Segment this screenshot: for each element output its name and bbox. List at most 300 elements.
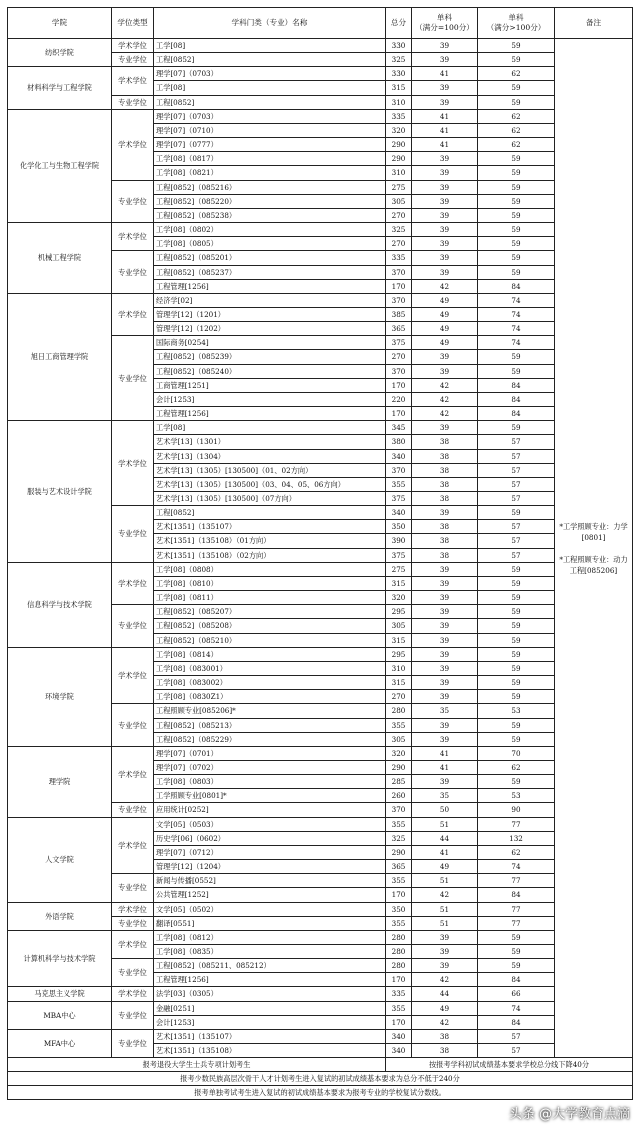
subject-name: 应用统计[0252] xyxy=(154,803,386,817)
college-name: 旭日工商管理学院 xyxy=(8,293,112,420)
subject-name: 工程[0852]（085216） xyxy=(154,180,386,194)
degree-type: 学术学位 xyxy=(112,293,154,335)
college-name: 材料科学与工程学院 xyxy=(8,67,112,109)
total-score: 315 xyxy=(386,81,412,95)
table-row xyxy=(8,930,633,944)
single-score-100: 41 xyxy=(412,109,478,123)
subject-name: 工程[0852] xyxy=(154,95,386,109)
total-score: 340 xyxy=(386,1029,412,1043)
table-row xyxy=(8,746,633,760)
total-score: 290 xyxy=(386,760,412,774)
single-score-100: 49 xyxy=(412,336,478,350)
single-score-100: 42 xyxy=(412,1015,478,1029)
single-score-over-100: 84 xyxy=(478,378,555,392)
degree-type: 专业学位 xyxy=(112,704,154,746)
subject-name: 工学[08]（0811） xyxy=(154,591,386,605)
total-score: 335 xyxy=(386,987,412,1001)
total-score: 365 xyxy=(386,860,412,874)
single-score-100: 35 xyxy=(412,789,478,803)
degree-type: 学术学位 xyxy=(112,746,154,803)
single-score-over-100: 59 xyxy=(478,251,555,265)
single-score-over-100: 59 xyxy=(478,775,555,789)
single-score-100: 39 xyxy=(412,930,478,944)
subject-name: 理学[07]（0703） xyxy=(154,67,386,81)
college-name: 马克思主义学院 xyxy=(8,987,112,1001)
subject-name: 工程管理[1256] xyxy=(154,279,386,293)
subject-name: 工程[0852]（085201） xyxy=(154,251,386,265)
subject-name: 工学照顾专业[0801]* xyxy=(154,789,386,803)
subject-name: 艺术[1351]（135108）（01方向） xyxy=(154,534,386,548)
subject-name: 工学[08]（0808） xyxy=(154,562,386,576)
table-row xyxy=(8,39,633,53)
college-name: 化学化工与生物工程学院 xyxy=(8,109,112,222)
subject-name: 工程[0852]（085220） xyxy=(154,194,386,208)
total-score: 330 xyxy=(386,39,412,53)
degree-type: 学术学位 xyxy=(112,902,154,916)
header-row xyxy=(8,8,633,39)
single-score-over-100: 59 xyxy=(478,945,555,959)
total-score: 370 xyxy=(386,293,412,307)
total-score: 355 xyxy=(386,916,412,930)
single-score-100: 39 xyxy=(412,194,478,208)
single-score-over-100: 62 xyxy=(478,138,555,152)
header-subject: 学科门类（专业）名称 xyxy=(154,8,386,39)
table-row xyxy=(8,421,633,435)
single-score-100: 39 xyxy=(412,364,478,378)
footer-row-soldier xyxy=(8,1058,633,1072)
subject-name: 艺术学[13]（1304） xyxy=(154,449,386,463)
total-score: 320 xyxy=(386,123,412,137)
single-score-100: 39 xyxy=(412,350,478,364)
total-score: 170 xyxy=(386,973,412,987)
single-score-100: 49 xyxy=(412,307,478,321)
single-score-over-100: 62 xyxy=(478,67,555,81)
subject-name: 工程照顾专业[085206]* xyxy=(154,704,386,718)
single-score-over-100: 70 xyxy=(478,746,555,760)
total-score: 270 xyxy=(386,690,412,704)
single-score-over-100: 59 xyxy=(478,676,555,690)
single-score-100: 39 xyxy=(412,95,478,109)
total-score: 370 xyxy=(386,364,412,378)
degree-type: 专业学位 xyxy=(112,251,154,293)
single-score-100: 39 xyxy=(412,237,478,251)
subject-name: 理学[07]（0702） xyxy=(154,760,386,774)
single-score-over-100: 59 xyxy=(478,237,555,251)
degree-type: 学术学位 xyxy=(112,67,154,95)
single-score-100: 41 xyxy=(412,123,478,137)
single-score-over-100: 84 xyxy=(478,973,555,987)
header-single-100: 单科 （满分=100分） xyxy=(412,8,478,39)
single-score-100: 39 xyxy=(412,39,478,53)
college-name: 机械工程学院 xyxy=(8,223,112,294)
college-name: 纺织学院 xyxy=(8,39,112,67)
degree-type: 专业学位 xyxy=(112,336,154,421)
single-score-100: 51 xyxy=(412,817,478,831)
subject-name: 翻译[0551] xyxy=(154,916,386,930)
single-score-100: 39 xyxy=(412,619,478,633)
total-score: 315 xyxy=(386,576,412,590)
subject-name: 管理学[12]（1202） xyxy=(154,322,386,336)
degree-type: 学术学位 xyxy=(112,562,154,604)
total-score: 280 xyxy=(386,930,412,944)
subject-name: 管理学[12]（1204） xyxy=(154,860,386,874)
single-score-over-100: 77 xyxy=(478,874,555,888)
single-score-100: 38 xyxy=(412,463,478,477)
single-score-100: 49 xyxy=(412,293,478,307)
total-score: 170 xyxy=(386,279,412,293)
single-score-over-100: 57 xyxy=(478,449,555,463)
single-score-over-100: 62 xyxy=(478,845,555,859)
single-score-100: 39 xyxy=(412,251,478,265)
subject-name: 工商管理[1251] xyxy=(154,378,386,392)
single-score-100: 39 xyxy=(412,576,478,590)
subject-name: 工程[0852]（085240） xyxy=(154,364,386,378)
total-score: 275 xyxy=(386,562,412,576)
degree-type: 专业学位 xyxy=(112,959,154,987)
single-score-100: 35 xyxy=(412,704,478,718)
single-score-over-100: 84 xyxy=(478,888,555,902)
single-score-over-100: 59 xyxy=(478,506,555,520)
single-score-100: 39 xyxy=(412,732,478,746)
single-score-100: 39 xyxy=(412,591,478,605)
watermark-text: 头条 @大学教育点滴 xyxy=(508,1107,630,1122)
single-score-100: 44 xyxy=(412,831,478,845)
single-score-over-100: 59 xyxy=(478,959,555,973)
table-row xyxy=(8,1001,633,1015)
header-single-over-100: 单科 （满分>100分） xyxy=(478,8,555,39)
single-score-over-100: 59 xyxy=(478,633,555,647)
total-score: 295 xyxy=(386,605,412,619)
subject-name: 理学[07]（0777） xyxy=(154,138,386,152)
single-score-100: 44 xyxy=(412,987,478,1001)
single-score-over-100: 59 xyxy=(478,930,555,944)
total-score: 355 xyxy=(386,477,412,491)
table-row xyxy=(8,987,633,1001)
single-score-100: 39 xyxy=(412,718,478,732)
single-score-100: 49 xyxy=(412,860,478,874)
single-score-100: 39 xyxy=(412,775,478,789)
total-score: 385 xyxy=(386,307,412,321)
subject-name: 理学[07]（0701） xyxy=(154,746,386,760)
total-score: 310 xyxy=(386,166,412,180)
single-score-100: 41 xyxy=(412,67,478,81)
single-score-100: 38 xyxy=(412,435,478,449)
single-score-over-100: 59 xyxy=(478,619,555,633)
college-name: 信息科学与技术学院 xyxy=(8,562,112,647)
footer-single-exam: 报考单独考试考生进入复试的初试成绩基本要求为报考专业的学校复试分数线。 xyxy=(8,1086,633,1100)
subject-name: 公共管理[1252] xyxy=(154,888,386,902)
total-score: 370 xyxy=(386,803,412,817)
single-score-over-100: 59 xyxy=(478,718,555,732)
total-score: 340 xyxy=(386,449,412,463)
single-score-100: 39 xyxy=(412,676,478,690)
college-name: 服装与艺术设计学院 xyxy=(8,421,112,563)
subject-name: 艺术[1351]（135108） xyxy=(154,1044,386,1058)
college-name: 外语学院 xyxy=(8,902,112,930)
subject-name: 工程[0852]（085237） xyxy=(154,265,386,279)
college-name: 计算机科学与技术学院 xyxy=(8,930,112,987)
single-score-over-100: 84 xyxy=(478,279,555,293)
single-score-over-100: 57 xyxy=(478,463,555,477)
subject-name: 工学[08]（0802） xyxy=(154,223,386,237)
subject-name: 理学[07]（0712） xyxy=(154,845,386,859)
college-name: 理学院 xyxy=(8,746,112,817)
single-score-100: 39 xyxy=(412,959,478,973)
total-score: 305 xyxy=(386,732,412,746)
single-score-100: 41 xyxy=(412,845,478,859)
footer-row-minority xyxy=(8,1072,633,1086)
single-score-100: 39 xyxy=(412,421,478,435)
total-score: 280 xyxy=(386,945,412,959)
table-row xyxy=(8,647,633,661)
single-score-over-100: 59 xyxy=(478,194,555,208)
total-score: 335 xyxy=(386,251,412,265)
total-score: 335 xyxy=(386,109,412,123)
single-score-over-100: 59 xyxy=(478,53,555,67)
subject-name: 工学[08]（083001） xyxy=(154,661,386,675)
total-score: 220 xyxy=(386,392,412,406)
single-score-100: 38 xyxy=(412,1044,478,1058)
single-score-100: 39 xyxy=(412,53,478,67)
single-score-over-100: 62 xyxy=(478,109,555,123)
subject-name: 工程[0852]（085238） xyxy=(154,208,386,222)
degree-type: 学术学位 xyxy=(112,39,154,53)
single-score-over-100: 53 xyxy=(478,789,555,803)
single-score-over-100: 74 xyxy=(478,336,555,350)
subject-name: 工学[08]（0805） xyxy=(154,237,386,251)
single-score-100: 51 xyxy=(412,902,478,916)
total-score: 370 xyxy=(386,265,412,279)
single-score-100: 41 xyxy=(412,138,478,152)
single-score-over-100: 57 xyxy=(478,1029,555,1043)
single-score-over-100: 59 xyxy=(478,591,555,605)
subject-name: 工程[0852]（085213） xyxy=(154,718,386,732)
degree-type: 学术学位 xyxy=(112,109,154,180)
single-score-over-100: 132 xyxy=(478,831,555,845)
total-score: 350 xyxy=(386,902,412,916)
subject-name: 艺术学[13]（1305）[130500]（03、04、05、06方向） xyxy=(154,477,386,491)
college-name: MBA中心 xyxy=(8,1001,112,1029)
subject-name: 工程[0852]（085239） xyxy=(154,350,386,364)
total-score: 325 xyxy=(386,223,412,237)
total-score: 305 xyxy=(386,619,412,633)
table-footer xyxy=(8,1058,633,1100)
single-score-over-100: 59 xyxy=(478,732,555,746)
subject-name: 新闻与传播[0552] xyxy=(154,874,386,888)
total-score: 310 xyxy=(386,661,412,675)
college-name: 环境学院 xyxy=(8,647,112,746)
single-score-100: 39 xyxy=(412,166,478,180)
total-score: 280 xyxy=(386,959,412,973)
subject-name: 工学[08]（0803） xyxy=(154,775,386,789)
single-score-over-100: 74 xyxy=(478,1001,555,1015)
single-score-100: 38 xyxy=(412,548,478,562)
total-score: 290 xyxy=(386,152,412,166)
total-score: 355 xyxy=(386,817,412,831)
subject-name: 工学[08] xyxy=(154,81,386,95)
single-score-over-100: 59 xyxy=(478,223,555,237)
single-score-over-100: 57 xyxy=(478,477,555,491)
single-score-100: 39 xyxy=(412,633,478,647)
subject-name: 会计[1253] xyxy=(154,392,386,406)
subject-name: 艺术学[13]（1305）[130500]（01、02方向） xyxy=(154,463,386,477)
footer-minority: 报考少数民族高层次骨干人才计划考生进入复试的初试成绩基本要求为总分不低于240分 xyxy=(8,1072,633,1086)
subject-name: 工程[0852]（085229） xyxy=(154,732,386,746)
subject-name: 工学[08]（083002） xyxy=(154,676,386,690)
single-score-over-100: 57 xyxy=(478,1044,555,1058)
single-score-over-100: 59 xyxy=(478,690,555,704)
subject-name: 工学[08] xyxy=(154,421,386,435)
single-score-100: 42 xyxy=(412,888,478,902)
degree-type: 专业学位 xyxy=(112,95,154,109)
single-score-over-100: 59 xyxy=(478,576,555,590)
single-score-over-100: 62 xyxy=(478,760,555,774)
degree-type: 学术学位 xyxy=(112,421,154,506)
subject-name: 工程[0852]（085211、085212） xyxy=(154,959,386,973)
subject-name: 工程管理[1256] xyxy=(154,973,386,987)
single-score-100: 51 xyxy=(412,916,478,930)
single-score-over-100: 59 xyxy=(478,265,555,279)
table-row xyxy=(8,293,633,307)
total-score: 355 xyxy=(386,1001,412,1015)
total-score: 170 xyxy=(386,407,412,421)
table-row xyxy=(8,109,633,123)
degree-type: 专业学位 xyxy=(112,180,154,222)
total-score: 290 xyxy=(386,138,412,152)
subject-name: 艺术[1351]（135107） xyxy=(154,520,386,534)
total-score: 375 xyxy=(386,548,412,562)
footer-soldier-right: 按报考学科初试成绩基本要求学校总分线下降40分 xyxy=(386,1058,633,1072)
footer-row-single-exam xyxy=(8,1086,633,1100)
total-score: 340 xyxy=(386,506,412,520)
single-score-100: 42 xyxy=(412,279,478,293)
total-score: 305 xyxy=(386,194,412,208)
single-score-100: 39 xyxy=(412,81,478,95)
degree-type: 专业学位 xyxy=(112,874,154,902)
single-score-100: 39 xyxy=(412,690,478,704)
subject-name: 工程[0852]（085207） xyxy=(154,605,386,619)
subject-name: 文学[05]（0502） xyxy=(154,902,386,916)
total-score: 325 xyxy=(386,831,412,845)
subject-name: 理学[07]（0703） xyxy=(154,109,386,123)
subject-name: 理学[07]（0710） xyxy=(154,123,386,137)
single-score-100: 38 xyxy=(412,1029,478,1043)
degree-type: 专业学位 xyxy=(112,803,154,817)
total-score: 330 xyxy=(386,67,412,81)
single-score-100: 38 xyxy=(412,449,478,463)
single-score-100: 41 xyxy=(412,760,478,774)
single-score-100: 39 xyxy=(412,265,478,279)
total-score: 270 xyxy=(386,350,412,364)
degree-type: 学术学位 xyxy=(112,817,154,874)
header-degree-type: 学位类型 xyxy=(112,8,154,39)
header-total: 总分 xyxy=(386,8,412,39)
degree-type: 学术学位 xyxy=(112,223,154,251)
single-score-100: 50 xyxy=(412,803,478,817)
single-score-100: 49 xyxy=(412,1001,478,1015)
single-score-100: 39 xyxy=(412,647,478,661)
single-score-over-100: 59 xyxy=(478,152,555,166)
single-score-over-100: 59 xyxy=(478,180,555,194)
remark-note: *工学照顾专业：力学[0801] *工程照顾专业：动力工程[085206] xyxy=(555,39,633,1058)
degree-type: 专业学位 xyxy=(112,53,154,67)
total-score: 280 xyxy=(386,704,412,718)
header-college: 学院 xyxy=(8,8,112,39)
single-score-100: 39 xyxy=(412,661,478,675)
total-score: 285 xyxy=(386,775,412,789)
total-score: 325 xyxy=(386,53,412,67)
total-score: 380 xyxy=(386,435,412,449)
total-score: 170 xyxy=(386,1015,412,1029)
single-score-100: 42 xyxy=(412,378,478,392)
degree-type: 专业学位 xyxy=(112,605,154,647)
single-score-over-100: 53 xyxy=(478,704,555,718)
single-score-over-100: 59 xyxy=(478,421,555,435)
single-score-100: 42 xyxy=(412,407,478,421)
single-score-over-100: 59 xyxy=(478,166,555,180)
subject-name: 工程[0852]（085208） xyxy=(154,619,386,633)
single-score-over-100: 59 xyxy=(478,661,555,675)
subject-name: 工程管理[1256] xyxy=(154,407,386,421)
table-row xyxy=(8,1029,633,1043)
total-score: 320 xyxy=(386,591,412,605)
watermark xyxy=(509,1103,630,1122)
single-score-100: 39 xyxy=(412,223,478,237)
single-score-over-100: 84 xyxy=(478,407,555,421)
single-score-over-100: 59 xyxy=(478,39,555,53)
single-score-100: 38 xyxy=(412,477,478,491)
degree-type: 学术学位 xyxy=(112,647,154,704)
subject-name: 工学[08] xyxy=(154,39,386,53)
single-score-over-100: 59 xyxy=(478,364,555,378)
single-score-over-100: 66 xyxy=(478,987,555,1001)
table-body xyxy=(8,39,633,1058)
single-score-over-100: 57 xyxy=(478,435,555,449)
single-score-over-100: 77 xyxy=(478,916,555,930)
subject-name: 艺术学[13]（1305）[130500]（07方向） xyxy=(154,492,386,506)
college-name: 人文学院 xyxy=(8,817,112,902)
table-row xyxy=(8,902,633,916)
total-score: 355 xyxy=(386,718,412,732)
table-row xyxy=(8,562,633,576)
single-score-100: 38 xyxy=(412,520,478,534)
single-score-over-100: 77 xyxy=(478,817,555,831)
degree-type: 学术学位 xyxy=(112,930,154,958)
footer-soldier-left: 报考退役大学生士兵专项计划考生 xyxy=(8,1058,386,1072)
single-score-over-100: 59 xyxy=(478,562,555,576)
single-score-over-100: 84 xyxy=(478,392,555,406)
single-score-100: 51 xyxy=(412,874,478,888)
subject-name: 工学[08]（0810） xyxy=(154,576,386,590)
degree-type: 专业学位 xyxy=(112,506,154,563)
total-score: 260 xyxy=(386,789,412,803)
table-row xyxy=(8,67,633,81)
single-score-over-100: 74 xyxy=(478,293,555,307)
subject-name: 工学[08]（0812） xyxy=(154,930,386,944)
single-score-over-100: 57 xyxy=(478,520,555,534)
total-score: 365 xyxy=(386,322,412,336)
single-score-over-100: 74 xyxy=(478,307,555,321)
subject-name: 管理学[12]（1201） xyxy=(154,307,386,321)
table-row xyxy=(8,223,633,237)
total-score: 345 xyxy=(386,421,412,435)
single-score-100: 38 xyxy=(412,534,478,548)
single-score-over-100: 59 xyxy=(478,647,555,661)
total-score: 315 xyxy=(386,676,412,690)
header-remark: 备注 xyxy=(555,8,633,39)
degree-type: 学术学位 xyxy=(112,987,154,1001)
single-score-100: 38 xyxy=(412,492,478,506)
